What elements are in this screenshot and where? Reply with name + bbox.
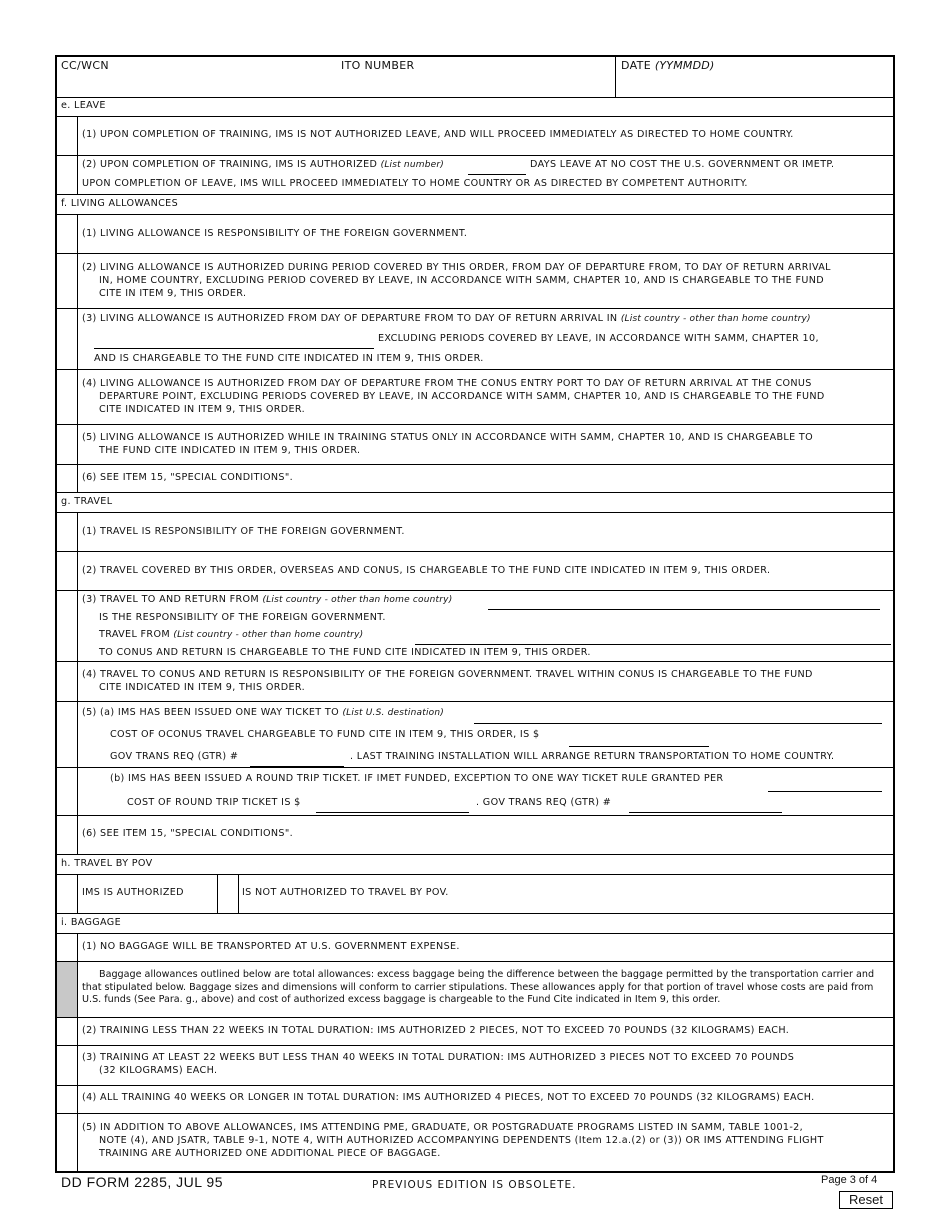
baggage-option-5-line-1: (5) IN ADDITION TO ABOVE ALLOWANCES, IMS ATTENDING PME, GRADUATE, OR POSTGRADUATE PROGRAMS LISTED IN SAMM, TABLE 1001-2, xyxy=(82,1122,804,1133)
living-option-5-line-2: THE FUND CITE INDICATED IN ITEM 9, THIS ORDER. xyxy=(99,445,361,456)
travel-option-4-line-2: CITE INDICATED IN ITEM 9, THIS ORDER. xyxy=(99,682,305,693)
leave-option-2-continuation: UPON COMPLETION OF LEAVE, IMS WILL PROCEED IMMEDIATELY TO HOME COUNTRY OR AS DIRECTED BY COMPETENT AUTHORITY. xyxy=(82,178,748,189)
living-option-2-line-3: CITE IN ITEM 9, THIS ORDER. xyxy=(99,288,247,299)
baggage-option-2-checkbox[interactable] xyxy=(57,1018,78,1045)
living-option-3-line-2: EXCLUDING PERIODS COVERED BY LEAVE, IN ACCORDANCE WITH SAMM, CHAPTER 10, xyxy=(378,333,819,344)
travel-gtr-label-b: . GOV TRANS REQ (GTR) # xyxy=(476,797,612,808)
travel-option-5a-line-2: COST OF OCONUS TRAVEL CHARGEABLE TO FUND CITE IN ITEM 9, THIS ORDER, IS $ xyxy=(110,729,540,740)
living-option-2-line-2: IN, HOME COUNTRY, EXCLUDING PERIOD COVERED BY LEAVE, IN ACCORDANCE WITH SAMM, CHAPTER 10, AND IS CHARGEABLE TO THE FUND xyxy=(99,275,824,286)
travel-option-4-checkbox[interactable] xyxy=(57,662,78,701)
pov-authorized-checkbox[interactable] xyxy=(57,875,78,913)
divider xyxy=(57,767,893,768)
travel-option-5b-line-1: (b) IMS HAS BEEN ISSUED A ROUND TRIP TICKET. IF IMET FUNDED, EXCEPTION TO ONE WAY TICKET RULE GRANTED PER xyxy=(110,773,724,784)
date-field[interactable] xyxy=(616,57,893,97)
baggage-option-5-line-2: NOTE (4), AND JSATR, TABLE 9-1, NOTE 4, WITH AUTHORIZED ACCOMPANYING DEPENDENTS (Item 12.a.(2) or (3)) OR IMS ATTENDING FLIGHT xyxy=(99,1135,824,1146)
ito-number-field[interactable] xyxy=(327,57,615,97)
living-option-5-line-1: (5) LIVING ALLOWANCE IS AUTHORIZED WHILE IN TRAINING STATUS ONLY IN ACCORDANCE WITH SAMM, CHAPTER 10, AND IS CHARGEABLE TO xyxy=(82,432,814,443)
leave-days-field[interactable] xyxy=(468,174,526,175)
ccwcn-field[interactable] xyxy=(57,57,327,97)
travel-option-1: (1) TRAVEL IS RESPONSIBILITY OF THE FOREIGN GOVERNMENT. xyxy=(82,526,405,537)
baggage-option-1-checkbox[interactable] xyxy=(57,934,78,961)
divider xyxy=(57,214,893,215)
divider xyxy=(57,424,893,425)
divider xyxy=(57,464,893,465)
travel-option-6-checkbox[interactable] xyxy=(57,816,78,854)
leave-option-2-days: DAYS LEAVE AT NO COST THE U.S. GOVERNMENT OR IMETP. xyxy=(530,159,835,170)
divider xyxy=(238,875,239,913)
divider xyxy=(77,933,78,1173)
divider xyxy=(57,701,893,702)
living-option-6: (6) SEE ITEM 15, "SPECIAL CONDITIONS". xyxy=(82,472,294,483)
leave-option-2-checkbox[interactable] xyxy=(57,156,78,194)
baggage-option-1: (1) NO BAGGAGE WILL BE TRANSPORTED AT U.S. GOVERNMENT EXPENSE. xyxy=(82,941,460,952)
living-option-5-checkbox[interactable] xyxy=(57,425,78,464)
reset-button[interactable]: Reset xyxy=(839,1191,893,1209)
divider xyxy=(57,1085,893,1086)
baggage-option-4: (4) ALL TRAINING 40 WEEKS OR LONGER IN TOTAL DURATION: IMS AUTHORIZED 4 PIECES, NOT TO EXCEED 70 POUNDS (32 KILOGRAMS) EACH. xyxy=(82,1092,815,1103)
pov-authorized-label: IMS IS AUTHORIZED xyxy=(82,887,184,898)
baggage-option-3-line-2: (32 KILOGRAMS) EACH. xyxy=(99,1065,218,1076)
leave-option-1-checkbox[interactable] xyxy=(57,117,78,155)
travel-option-3-line-4: TO CONUS AND RETURN IS CHARGEABLE TO THE FUND CITE INDICATED IN ITEM 9, THIS ORDER. xyxy=(99,647,591,658)
travel-gtr-field-b[interactable] xyxy=(629,812,782,813)
divider xyxy=(57,874,893,875)
page-number: Page 3 of 4 xyxy=(821,1174,878,1186)
travel-option-5a-line-1: (5) (a) IMS HAS BEEN ISSUED ONE WAY TICKET TO (List U.S. destination) xyxy=(82,707,444,718)
travel-round-trip-cost-field[interactable] xyxy=(316,812,469,813)
divider xyxy=(57,492,893,493)
living-option-2-line-1: (2) LIVING ALLOWANCE IS AUTHORIZED DURING PERIOD COVERED BY THIS ORDER, FROM DAY OF DEPARTURE FROM, TO DAY OF RETURN ARRIVAL xyxy=(82,262,831,273)
section-title-travel: g. TRAVEL xyxy=(61,496,113,507)
section-title-living-allowances: f. LIVING ALLOWANCES xyxy=(61,198,179,209)
divider xyxy=(57,590,893,591)
pov-not-authorized-checkbox[interactable] xyxy=(218,875,238,913)
baggage-note: Baggage allowances outlined below are total allowances: excess baggage being the difference between the baggage permitted by the transportation carrier and that stipulated below. Baggage sizes and dimensions will conform to carrier stipulations. These allowances apply for that portion of travel whose costs are paid from U.S. funds (See Para. g., above) and cost of authorized excess baggage is chargeable to the Fund Cite indicated in Item 9, this order. xyxy=(82,969,875,1005)
baggage-option-3-checkbox[interactable] xyxy=(57,1046,78,1085)
travel-country-field-2[interactable] xyxy=(415,644,891,645)
living-option-1: (1) LIVING ALLOWANCE IS RESPONSIBILITY OF THE FOREIGN GOVERNMENT. xyxy=(82,228,468,239)
divider xyxy=(57,194,893,195)
travel-country-field-1[interactable] xyxy=(488,609,880,610)
travel-option-5a-checkbox[interactable] xyxy=(57,702,78,767)
travel-option-6: (6) SEE ITEM 15, "SPECIAL CONDITIONS". xyxy=(82,828,294,839)
divider xyxy=(77,874,78,913)
divider xyxy=(57,97,893,98)
divider xyxy=(57,961,893,962)
form-page xyxy=(55,55,895,1173)
leave-option-2-text: (2) UPON COMPLETION OF TRAINING, IMS IS AUTHORIZED (List number) xyxy=(82,159,444,170)
living-option-6-checkbox[interactable] xyxy=(57,465,78,492)
divider xyxy=(57,913,893,914)
divider xyxy=(57,1045,893,1046)
travel-exception-authority-field[interactable] xyxy=(768,791,882,792)
date-label: DATE (YYMMDD) xyxy=(621,59,715,72)
travel-option-3-line-3: TRAVEL FROM (List country - other than home country) xyxy=(99,629,364,640)
pov-not-authorized-label: IS NOT AUTHORIZED TO TRAVEL BY POV. xyxy=(242,887,449,898)
divider xyxy=(57,155,893,156)
travel-option-3-checkbox[interactable] xyxy=(57,591,78,661)
divider xyxy=(57,854,893,855)
living-option-3-line-3: AND IS CHARGEABLE TO THE FUND CITE INDICATED IN ITEM 9, THIS ORDER. xyxy=(94,353,484,364)
travel-option-2: (2) TRAVEL COVERED BY THIS ORDER, OVERSEAS AND CONUS, IS CHARGEABLE TO THE FUND CITE INDICATED IN ITEM 9, THIS ORDER. xyxy=(82,565,771,576)
section-title-travel-by-pov: h. TRAVEL BY POV xyxy=(61,858,153,869)
travel-option-2-checkbox[interactable] xyxy=(57,552,78,590)
divider xyxy=(77,214,78,492)
form-identifier: DD FORM 2285, JUL 95 xyxy=(61,1174,223,1190)
travel-option-4-line-1: (4) TRAVEL TO CONUS AND RETURN IS RESPONSIBILITY OF THE FOREIGN GOVERNMENT. TRAVEL WITHIN CONUS IS CHARGEABLE TO THE FUND xyxy=(82,669,813,680)
baggage-option-2: (2) TRAINING LESS THAN 22 WEEKS IN TOTAL DURATION: IMS AUTHORIZED 2 PIECES, NOT TO EXCEED 70 POUNDS (32 KILOGRAMS) EACH. xyxy=(82,1025,790,1036)
divider xyxy=(57,116,893,117)
divider xyxy=(57,308,893,309)
living-option-4-line-2: DEPARTURE POINT, EXCLUDING PERIODS COVERED BY LEAVE, IN ACCORDANCE WITH SAMM, CHAPTER 10, AND IS CHARGEABLE TO THE FUND xyxy=(99,391,825,402)
section-title-baggage: i. BAGGAGE xyxy=(61,917,121,928)
divider xyxy=(57,253,893,254)
divider xyxy=(57,1113,893,1114)
section-title-leave: e. LEAVE xyxy=(61,100,106,111)
travel-option-3-line-1: (3) TRAVEL TO AND RETURN FROM (List country - other than home country) xyxy=(82,594,453,605)
baggage-option-4-checkbox[interactable] xyxy=(57,1086,78,1113)
living-option-4-checkbox[interactable] xyxy=(57,370,78,424)
obsolete-notice: PREVIOUS EDITION IS OBSOLETE. xyxy=(372,1179,577,1191)
baggage-option-3-line-1: (3) TRAINING AT LEAST 22 WEEKS BUT LESS THAN 40 WEEKS IN TOTAL DURATION: IMS AUTHORIZED 3 PIECES NOT TO EXCEED 70 POUNDS xyxy=(82,1052,795,1063)
travel-option-3-line-2: IS THE RESPONSIBILITY OF THE FOREIGN GOVERNMENT. xyxy=(99,612,386,623)
divider xyxy=(57,1017,893,1018)
living-option-3-checkbox[interactable] xyxy=(57,309,78,369)
travel-oconus-cost-field[interactable] xyxy=(569,746,709,747)
travel-gtr-label-a: GOV TRANS REQ (GTR) # xyxy=(110,751,239,762)
divider xyxy=(57,369,893,370)
divider xyxy=(77,116,78,194)
travel-round-trip-cost-label: COST OF ROUND TRIP TICKET IS $ xyxy=(127,797,301,808)
living-option-1-checkbox[interactable] xyxy=(57,215,78,253)
divider xyxy=(77,512,78,854)
living-option-4-line-3: CITE INDICATED IN ITEM 9, THIS ORDER. xyxy=(99,404,305,415)
baggage-note-shading xyxy=(57,962,78,1017)
ccwcn-label: CC/WCN xyxy=(61,59,109,72)
travel-us-destination-field[interactable] xyxy=(474,723,882,724)
divider xyxy=(57,661,893,662)
living-option-4-line-1: (4) LIVING ALLOWANCE IS AUTHORIZED FROM DAY OF DEPARTURE FROM THE CONUS ENTRY PORT TO DAY OF RETURN ARRIVAL AT THE CONUS xyxy=(82,378,812,389)
leave-option-1: (1) UPON COMPLETION OF TRAINING, IMS IS NOT AUTHORIZED LEAVE, AND WILL PROCEED IMMEDIATELY AS DIRECTED TO HOME COUNTRY. xyxy=(82,129,794,140)
divider xyxy=(57,815,893,816)
travel-option-5a-line-3: . LAST TRAINING INSTALLATION WILL ARRANGE RETURN TRANSPORTATION TO HOME COUNTRY. xyxy=(350,751,835,762)
ito-number-label: ITO NUMBER xyxy=(341,59,415,72)
travel-option-5b-checkbox[interactable] xyxy=(57,768,78,815)
travel-option-1-checkbox[interactable] xyxy=(57,513,78,551)
divider xyxy=(57,933,893,934)
baggage-option-5-line-3: TRAINING ARE AUTHORIZED ONE ADDITIONAL PIECE OF BAGGAGE. xyxy=(99,1148,441,1159)
living-option-2-checkbox[interactable] xyxy=(57,254,78,308)
living-option-3-line-1: (3) LIVING ALLOWANCE IS AUTHORIZED FROM DAY OF DEPARTURE FROM TO DAY OF RETURN ARRIVAL IN (List country - other than home country) xyxy=(82,313,811,324)
baggage-option-5-checkbox[interactable] xyxy=(57,1114,78,1173)
divider xyxy=(57,512,893,513)
living-country-field[interactable] xyxy=(94,348,374,349)
divider xyxy=(57,551,893,552)
